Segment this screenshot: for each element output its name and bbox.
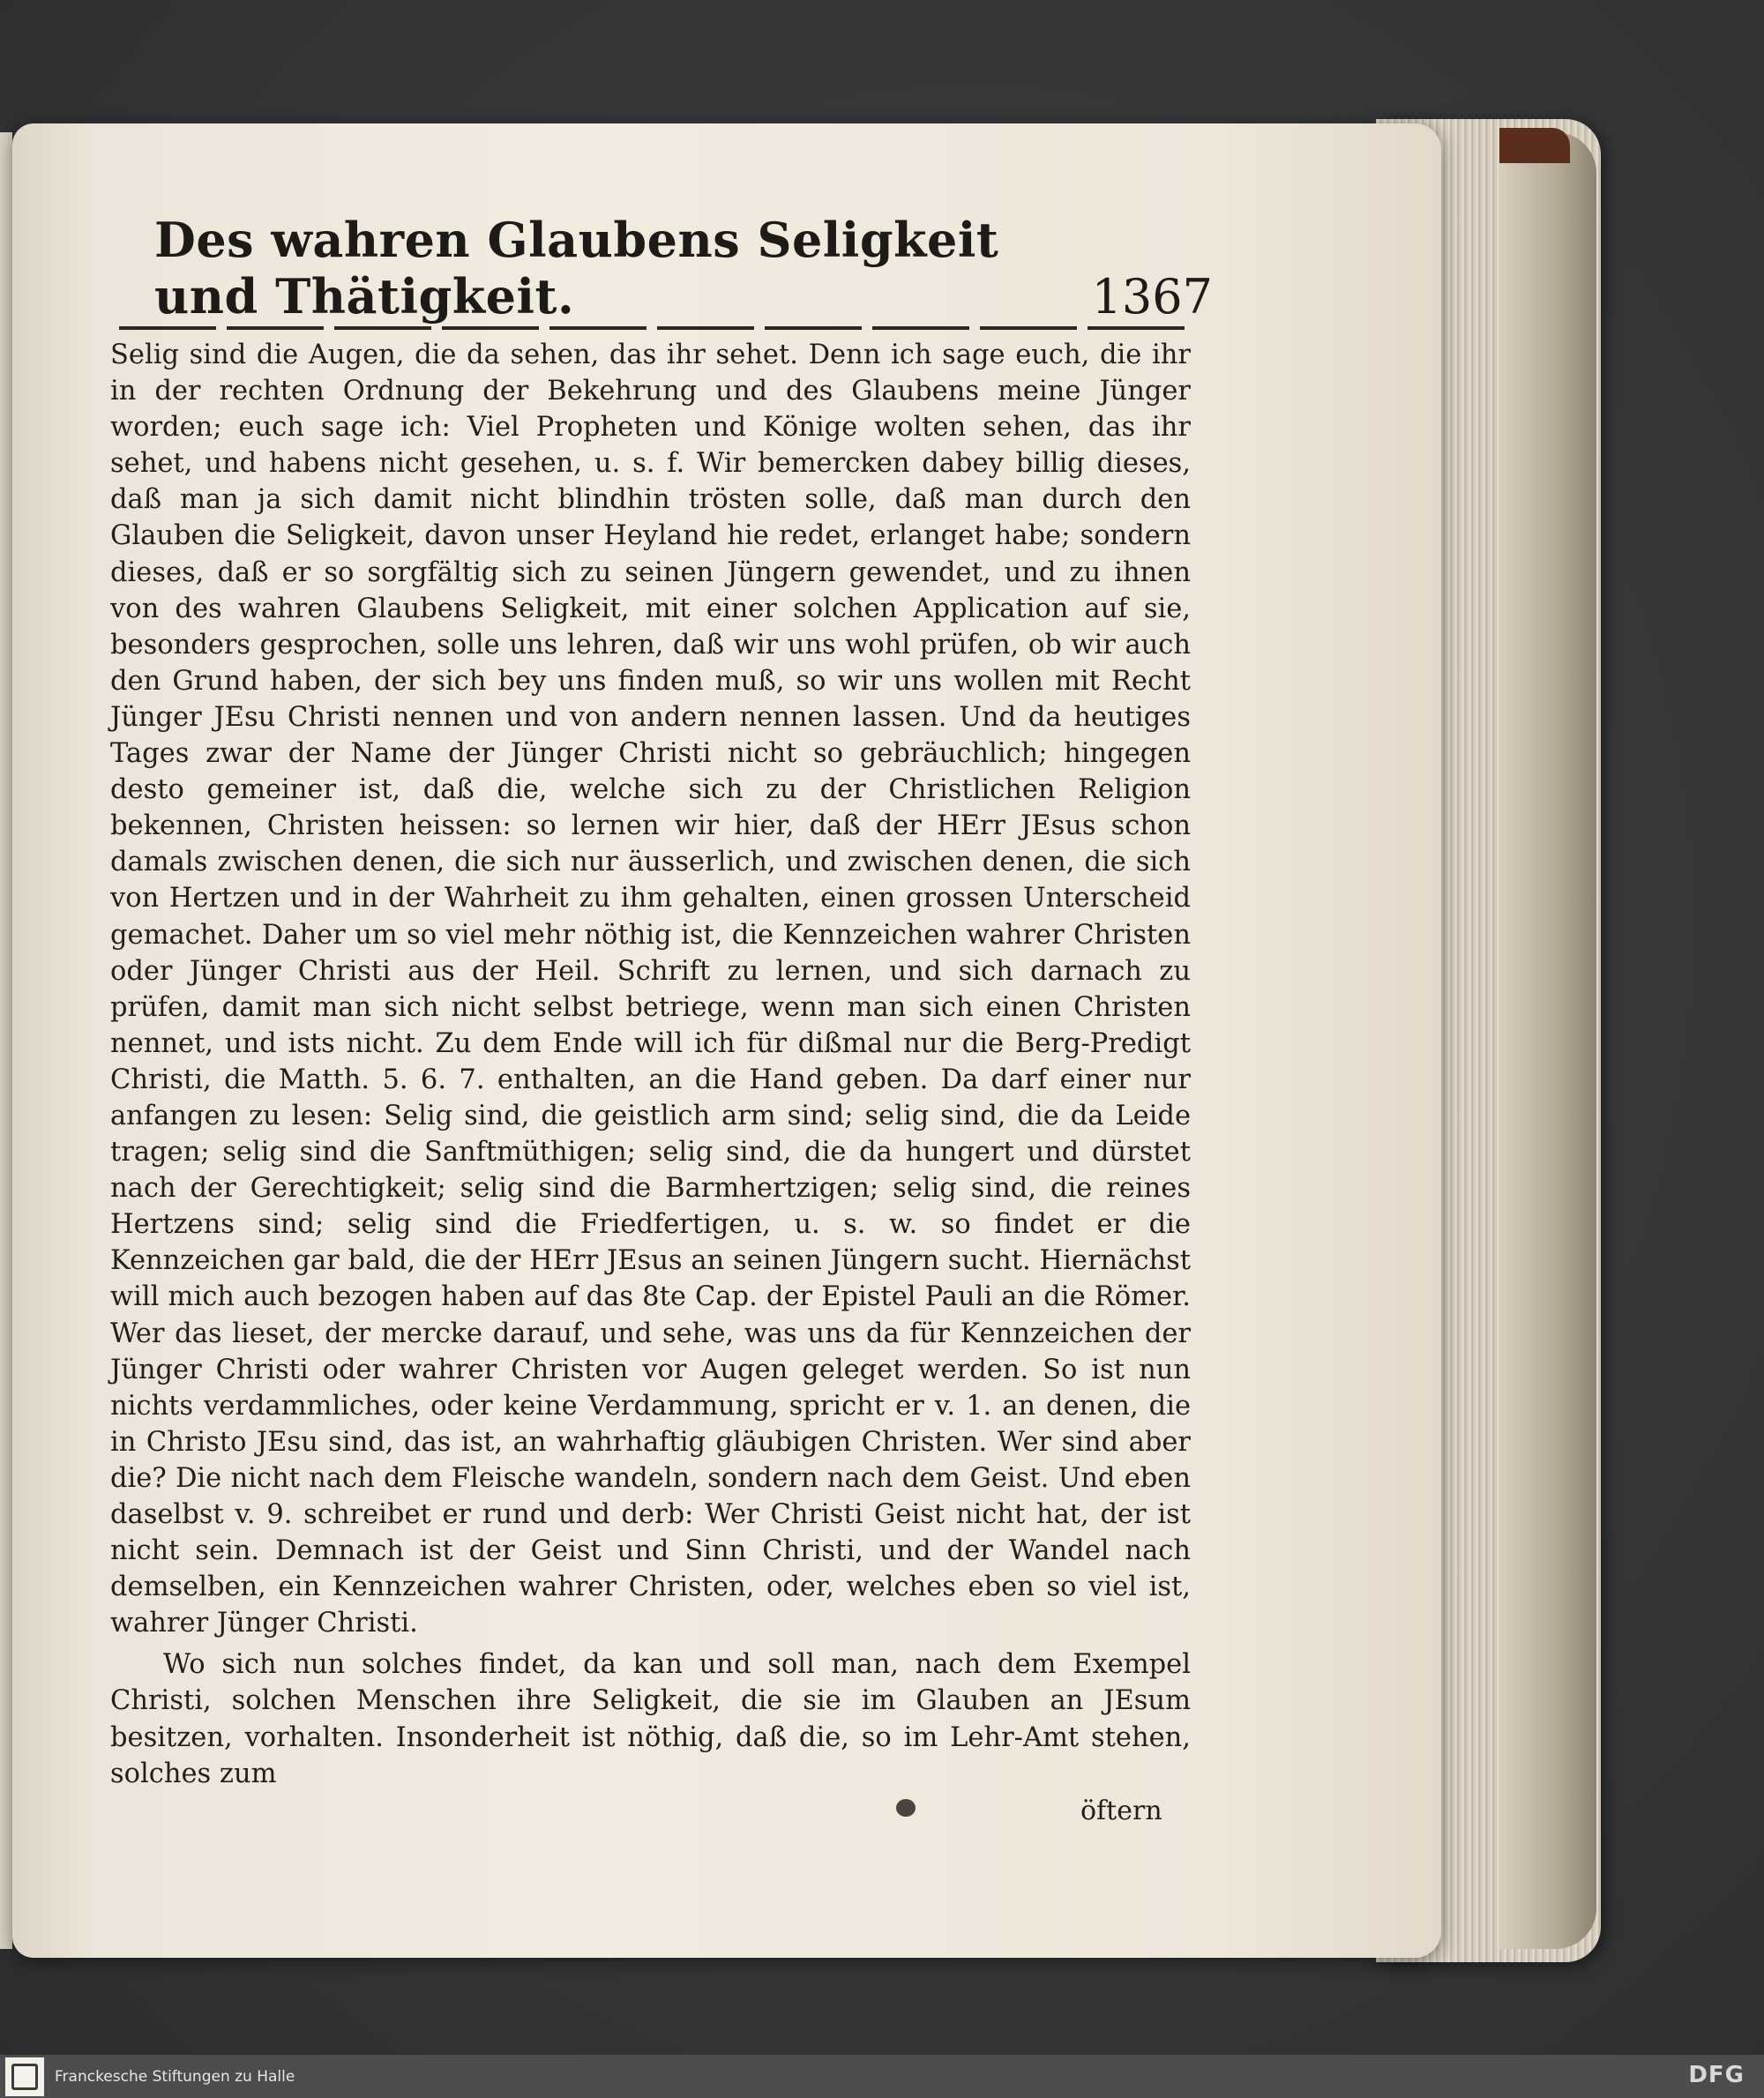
institution-name[interactable]: Franckesche Stiftungen zu Halle: [55, 2067, 295, 2086]
book-spine-leather: [1499, 128, 1570, 163]
catchword: öftern: [1080, 1796, 1162, 1826]
institution-logo-icon[interactable]: [5, 2057, 44, 2096]
running-head: [154, 212, 1213, 325]
book-cover-edge: [1499, 132, 1596, 1949]
page-body: [110, 337, 1191, 1792]
paragraph-1: Selig sind die Augen, die da sehen, das ihr sehet. Denn ich sage euch, die ihr in der rechten Ordnung der Bekehrung und des Glaubens meine Jünger worden; euch sage ich: Viel Propheten und Könige wolten sehen, das ihr sehet, und habens nicht gesehen, u. s. f. Wir bemercken dabey billig dieses, daß man ja sich damit nicht blindhin trösten solle, daß man durch den Glauben die Seligkeit, davon unser Heyland hie redet, erlanget habe; sondern dieses, daß er so sorgfältig sich zu seinen Jüngern gewendet, und zu ihnen von des wahren Glaubens Seligkeit, mit einer solchen Application auf sie, besonders gesprochen, solle uns lehren, daß wir uns wohl prüfen, ob wir auch den Grund haben, der sich bey uns finden muß, so wir uns wollen mit Recht Jünger JEsu Christi nennen und von andern nennen lassen. Und da heutiges Tages zwar der Name der Jünger Christi nicht so gebräuchlich; hingegen desto gemeiner ist, daß die, welche sich zu der Christlichen Religion bekennen, Christen heissen: so lernen wir hier, daß der HErr JEsus schon damals zwischen denen, die sich nur äusserlich, und zwischen denen, die sich von Hertzen und in der Wahrheit zu ihm gehalten, einen grossen Unterscheid gemachet. Daher um so viel mehr nöthig ist, die Kennzeichen wahrer Christen oder Jünger Christi aus der Heil. Schrift zu lernen, und sich darnach zu prüfen, damit man sich nicht selbst betriege, wenn man sich einen Christen nennet, und ists nicht. Zu dem Ende will ich für dißmal nur die Berg-Predigt Christi, die Matth. 5. 6. 7. enthalten, an die Hand geben. Da darf einer nur anfangen zu lesen: Selig sind, die geistlich arm sind; selig sind, die da Leide tragen; selig sind die Sanftmüthigen; selig sind, die da hungert und dürstet nach der Gerechtigkeit; selig sind die Barmhertzigen; selig sind, die reines Hertzens sind; selig sind die Friedfertigen, u. s. w. so findet er die Kennzeichen gar bald, die der HErr JEsus an seinen Jüngern sucht. Hiernächst will mich auch bezogen haben auf das 8te Cap. der Epistel Pauli an die Römer. Wer das lieset, der mercke darauf, und sehe, was uns da für Kennzeichen der Jünger Christi oder wahrer Christen vor Augen geleget werden. So ist nun nichts verdammliches, oder keine Verdammung, spricht er v. 1. an denen, die in Christo JEsu sind, das ist, an wahrhaftig gläubigen Christen. Wer sind aber die? Die nicht nach dem Fleische wandeln, sondern nach dem Geist. Und eben daselbst v. 9. schreibet er rund und derb: Wer Christi Geist nicht hat, der ist nicht sein. Demnach ist der Geist und Sinn Christi, und der Wandel nach demselben, ein Kennzeichen wahrer Christen, oder, welches eben so viel ist, wahrer Jünger Christi.: [110, 340, 1191, 1639]
paragraph-2: Wo sich nun solches findet, da kan und soll man, nach dem Exempel Christi, solchen Menschen ihre Seligkeit, die sie im Glauben an JEsum besitzen, vorhalten. Insonderheit ist nöthig, daß die, so im Lehr-Amt stehen, solches zum: [110, 1649, 1191, 1789]
running-title: Des wahren Glaubens Seligkeit und Thätigkeit.: [154, 212, 999, 325]
header-rule: [119, 326, 1195, 330]
ink-spot: [896, 1799, 916, 1817]
previous-page-edge: [0, 132, 12, 1949]
page-number: 1367: [1091, 269, 1213, 325]
dfg-logo[interactable]: DFG: [1688, 2062, 1745, 2088]
viewer-footer: [0, 2055, 1764, 2098]
